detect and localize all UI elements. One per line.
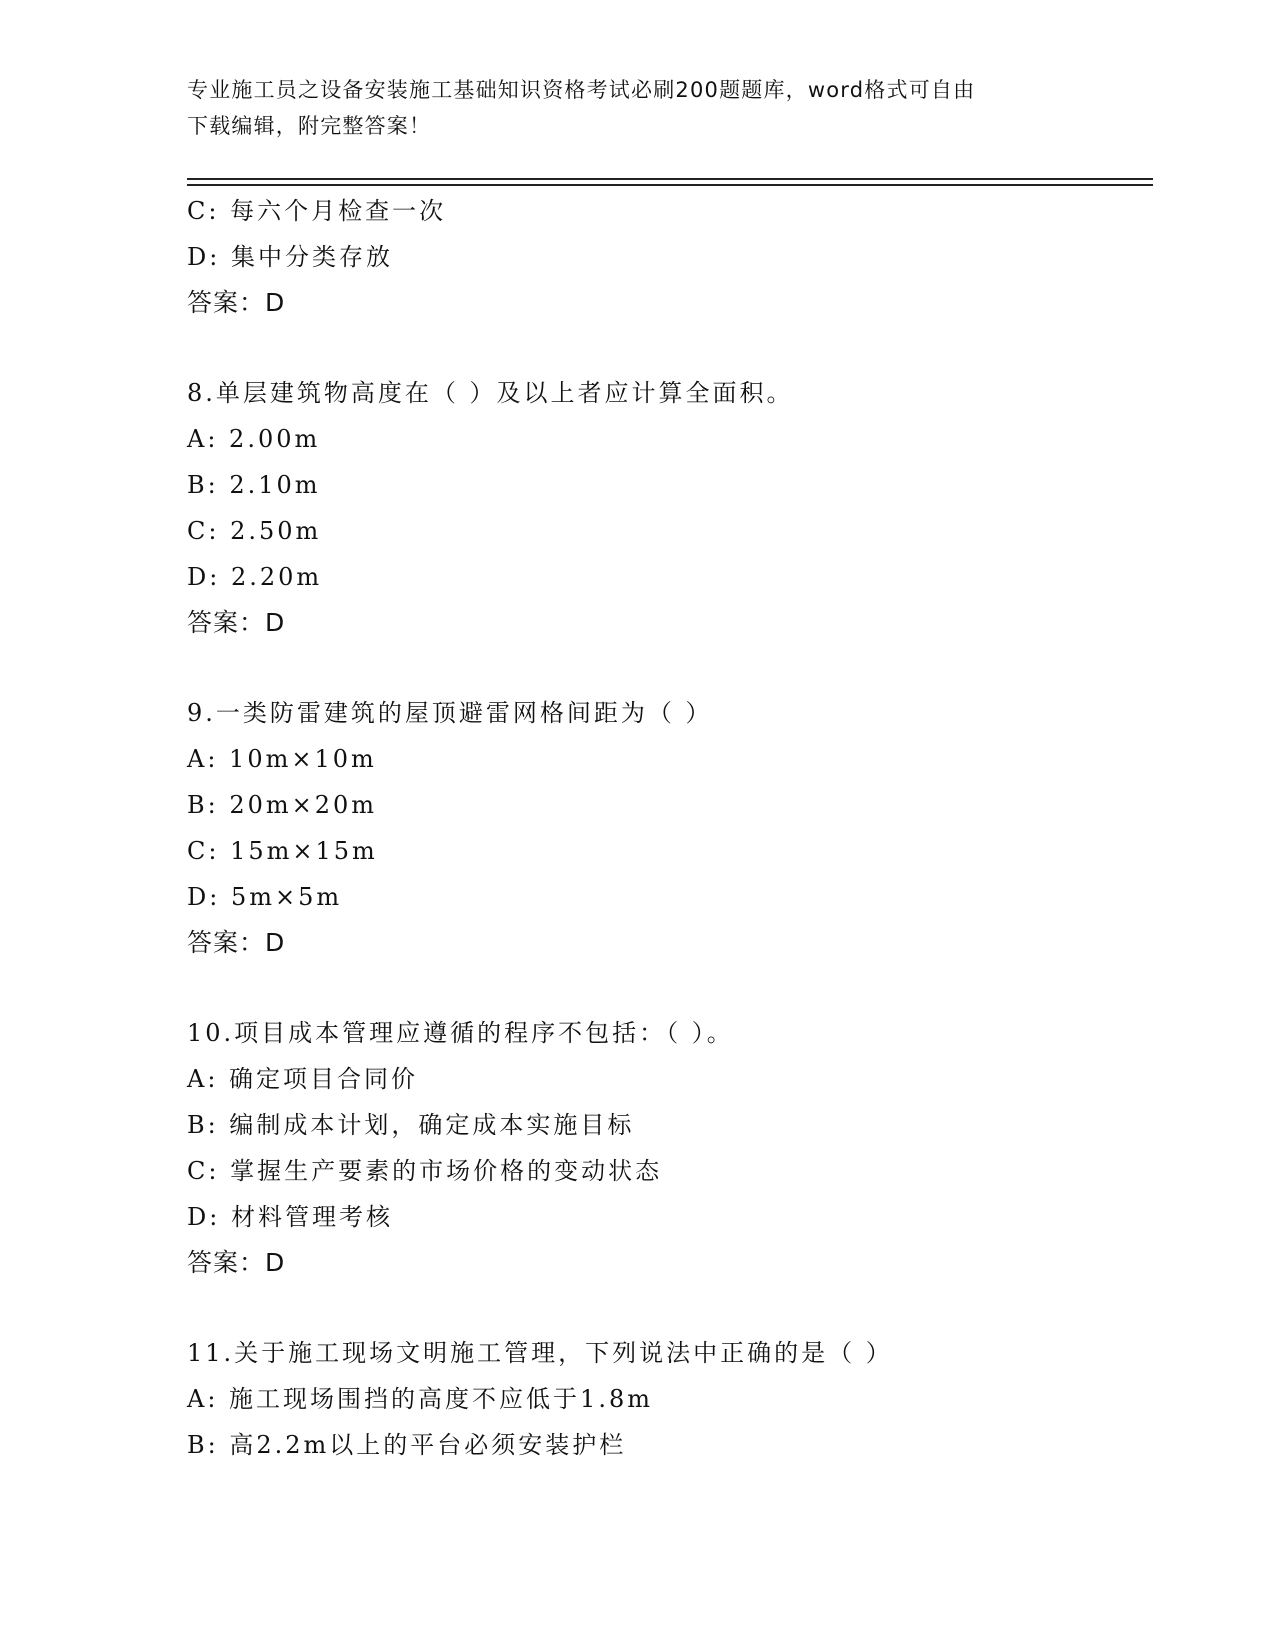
question-list bbox=[187, 188, 1153, 1468]
question-11 bbox=[187, 1330, 1153, 1468]
option-c: C: 15m×15m bbox=[187, 837, 378, 865]
header-divider-bottom bbox=[187, 184, 1153, 186]
spacer bbox=[187, 1286, 1153, 1330]
option-a: A: 确定项目合同价 bbox=[187, 1065, 419, 1093]
option-d: D: 2.20m bbox=[187, 563, 323, 591]
spacer bbox=[187, 326, 1153, 370]
question-text: 10.项目成本管理应遵循的程序不包括：（ ）。 bbox=[187, 1019, 734, 1047]
option-a: A: 10m×10m bbox=[187, 745, 377, 773]
option-c: C: 掌握生产要素的市场价格的变动状态 bbox=[187, 1157, 663, 1185]
question-text: 11.关于施工现场文明施工管理，下列说法中正确的是（ ） bbox=[187, 1339, 893, 1367]
question-7-fragment bbox=[187, 188, 1153, 326]
header-line-1: 专业施工员之设备安装施工基础知识资格考试必刷200题题库，word格式可自由 bbox=[187, 78, 976, 102]
option-b: B: 编制成本计划，确定成本实施目标 bbox=[187, 1111, 635, 1139]
option-d: D: 材料管理考核 bbox=[187, 1203, 393, 1231]
option-a: A: 2.00m bbox=[187, 425, 321, 453]
document-header bbox=[187, 72, 1087, 144]
option-d: D: 5m×5m bbox=[187, 883, 343, 911]
question-text: 9.一类防雷建筑的屋顶避雷网格间距为（ ） bbox=[187, 699, 713, 727]
option-a: A: 施工现场围挡的高度不应低于1.8m bbox=[187, 1385, 653, 1413]
spacer bbox=[187, 966, 1153, 1010]
question-10 bbox=[187, 1010, 1153, 1286]
header-line-2: 下载编辑，附完整答案！ bbox=[187, 114, 432, 138]
option-c: C: 每六个月检查一次 bbox=[187, 197, 447, 225]
option-c: C: 2.50m bbox=[187, 517, 322, 545]
option-d: D: 集中分类存放 bbox=[187, 243, 393, 271]
answer: 答案：D bbox=[187, 608, 286, 637]
question-text: 8.单层建筑物高度在（ ）及以上者应计算全面积。 bbox=[187, 379, 794, 407]
option-b: B: 高2.2m以上的平台必须安装护栏 bbox=[187, 1431, 627, 1459]
spacer bbox=[187, 646, 1153, 690]
answer: 答案：D bbox=[187, 288, 286, 317]
option-b: B: 2.10m bbox=[187, 471, 321, 499]
question-9 bbox=[187, 690, 1153, 966]
answer: 答案：D bbox=[187, 928, 286, 957]
option-b: B: 20m×20m bbox=[187, 791, 378, 819]
answer: 答案：D bbox=[187, 1248, 286, 1277]
question-8 bbox=[187, 370, 1153, 646]
header-divider-top bbox=[187, 178, 1153, 180]
